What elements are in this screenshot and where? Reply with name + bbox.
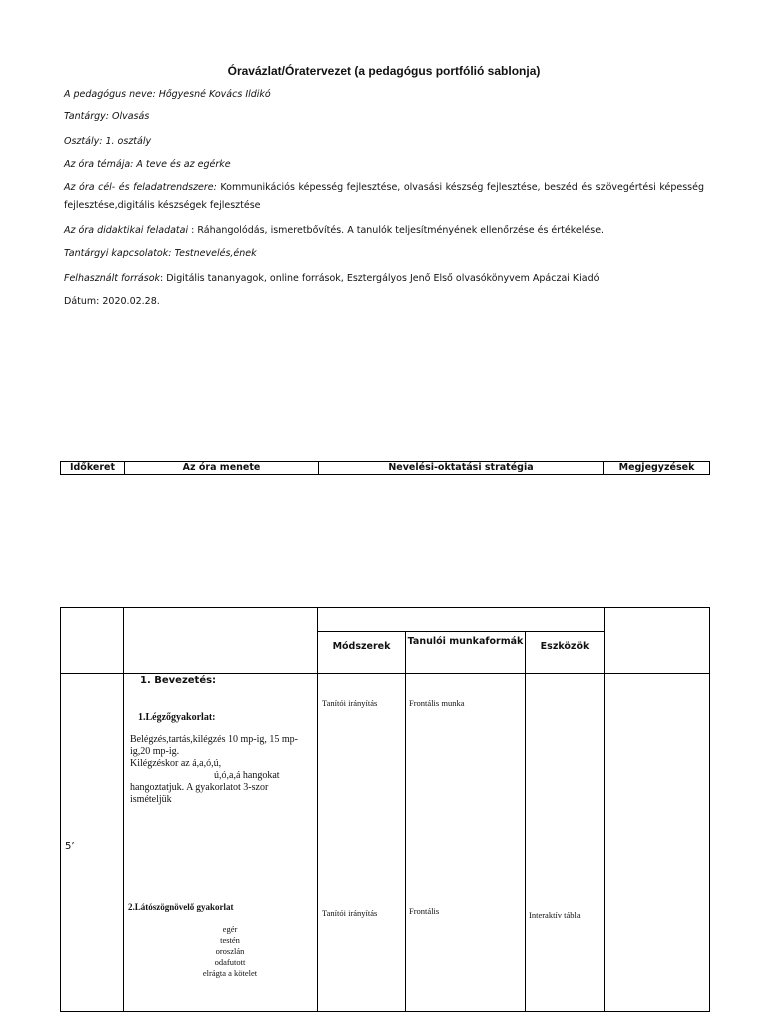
page-title: Óravázlat/Óratervezet (a pedagógus portfólió sablonja) <box>227 64 541 78</box>
meta-links-value: Testnevelés,ének <box>174 248 257 259</box>
meta-teacher-label: A pedagógus neve: <box>64 89 156 100</box>
header-time: Időkeret <box>61 462 125 475</box>
exercise1-method: Tanítói irányítás <box>322 698 378 708</box>
exercise1-text4: hangoztatjuk. A gyakorlatot 3-szor ismételjük <box>130 782 269 805</box>
meta-subject <box>64 108 704 126</box>
word-item: oroszlán <box>215 946 245 956</box>
word-item: testén <box>220 935 240 945</box>
exercise1-text2: Kilégzéskor az á,a,ó,ú, <box>130 758 222 769</box>
meta-goals <box>64 179 704 215</box>
exercise2-method: Tanítói irányítás <box>322 908 378 918</box>
meta-subject-value: Olvasás <box>112 111 150 122</box>
meta-topic-label: Az óra témája: <box>64 159 134 170</box>
meta-class-value: 1. osztály <box>105 136 152 147</box>
exercise2-tool: Interaktív tábla <box>529 910 581 920</box>
meta-class-label: Osztály: <box>64 136 103 147</box>
meta-links <box>64 245 704 263</box>
meta-goals-label: Az óra cél- és feladatrendszere: <box>64 182 217 193</box>
meta-topic-value: A teve és az egérke <box>136 159 231 170</box>
meta-date <box>64 293 704 311</box>
exercise2-workform: Frontális <box>409 906 440 916</box>
head-methods: Módszerek <box>332 641 391 652</box>
meta-sources-label: Felhasznált források <box>64 273 161 284</box>
exercise1-text3: ú,ó,a,á hangokat <box>214 770 280 781</box>
section-title: 1. Bevezetés: <box>140 675 217 686</box>
header-strategy: Nevelési-oktatási stratégia <box>319 462 604 475</box>
exercise2-title: 2.Látószögnövelő gyakorlat <box>128 902 234 912</box>
header-process: Az óra menete <box>125 462 319 475</box>
meta-date-value: 2020.02.28. <box>102 296 160 307</box>
meta-teacher-value: Hőgyesné Kovács Ildikó <box>158 89 271 100</box>
meta-goals-value: Kommunikációs képesség fejlesztése, olvasási készség fejlesztése, beszéd és szövegértési képesség fejlesztése,digitális készségek fejlesztése <box>64 182 704 211</box>
meta-topic <box>64 156 704 174</box>
exercise1-workform: Frontális munka <box>409 698 465 708</box>
word-item: elrágta a kötelet <box>202 968 258 978</box>
word-item: egér <box>222 924 238 934</box>
strategy-header-table <box>60 461 710 475</box>
meta-subject-label: Tantárgy: <box>64 111 109 122</box>
meta-class <box>64 133 704 151</box>
meta-date-label: Dátum: <box>64 296 100 307</box>
word-item: odafutott <box>214 957 246 967</box>
meta-didactic-value: : Ráhangolódás, ismeretbővítés. A tanulók teljesítményének ellenőrzése és értékelése. <box>191 225 605 236</box>
exercise1-title: 1.Légzőgyakorlat: <box>138 712 216 723</box>
meta-didactic-label: Az óra didaktikai feladatai <box>64 225 189 236</box>
head-tools: Eszközök <box>540 641 590 652</box>
meta-sources-value: : Digitális tananyagok, online források, Esztergályos Jenő Első olvasókönyvem Apáczai Kiadó <box>160 273 600 284</box>
exercise2-words <box>180 924 280 979</box>
meta-links-label: Tantárgyi kapcsolatok: <box>64 248 172 259</box>
time-value: 5’ <box>65 841 75 852</box>
lesson-plan-table <box>60 607 710 1012</box>
header-notes: Megjegyzések <box>604 462 710 475</box>
meta-teacher <box>64 86 704 104</box>
meta-sources <box>64 270 704 288</box>
head-workforms: Tanulói munkaformák <box>407 636 524 647</box>
exercise1-text: Belégzés,tartás,kilégzés 10 mp-ig, 15 mp-ig,20 mp-ig. <box>130 734 299 757</box>
meta-didactic <box>64 222 704 240</box>
